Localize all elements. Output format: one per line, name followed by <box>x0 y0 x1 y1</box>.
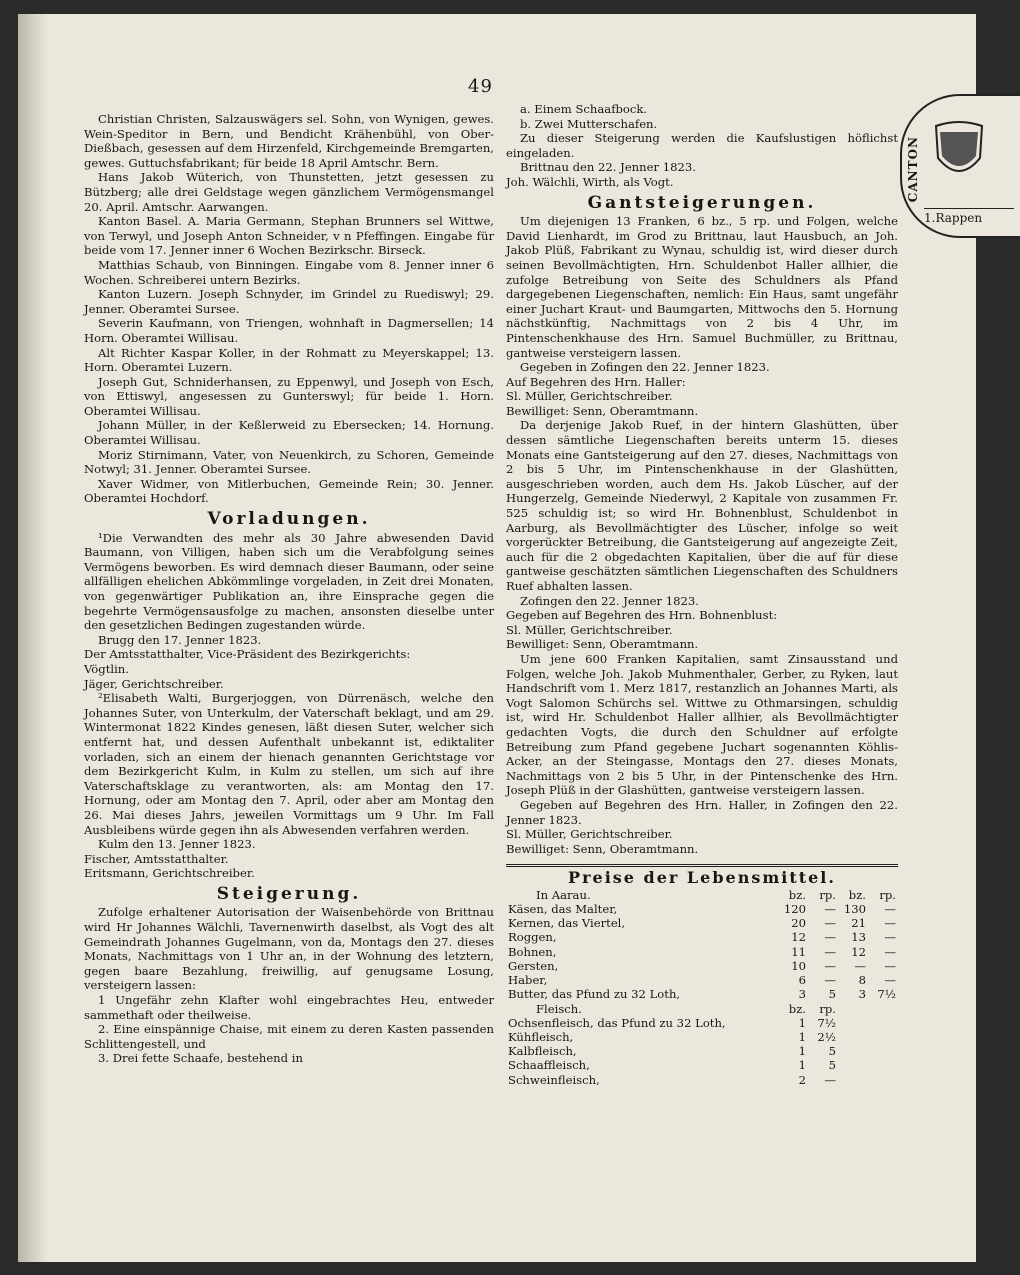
col-head: bz. <box>788 887 806 902</box>
table-row <box>506 973 898 987</box>
foreclosure-date: Zofingen den 22. Jenner 1823. <box>520 593 699 608</box>
price-place: In Aarau. <box>536 887 591 902</box>
price-value: 5 <box>828 987 836 1002</box>
price-value: 8 <box>858 973 866 988</box>
price-value: 20 <box>791 916 806 931</box>
summons-date: Kulm den 13. Jenner 1823. <box>98 837 256 852</box>
auction-item: 3. Drei fette Schaafe, bestehend in <box>98 1051 303 1066</box>
price-item: Käsen, das Malter, <box>508 902 618 917</box>
price-value: — <box>824 930 836 945</box>
price-value: — <box>884 902 896 917</box>
table-row <box>506 902 898 916</box>
prices-heading: Preise der Lebensmittel. <box>568 868 836 888</box>
price-value: — <box>884 944 896 959</box>
meat-heading: Fleisch. <box>536 1001 582 1016</box>
price-value: 1 <box>798 1058 806 1073</box>
price-value: 10 <box>791 958 806 973</box>
notice-entry: Matthias Schaub, von Binningen. Eingabe vom 8. Jenner inner 6 Wochen. Schreiberei untern Bezirks. <box>84 257 494 287</box>
notice-entry: Alt Richter Kaspar Koller, in der Rohmatt zu Meyerskappel; 13. Horn. Oberamtei Luzern. <box>84 345 494 375</box>
price-value: 1 <box>798 1029 806 1044</box>
foreclosure-approval: Bewilliget: Senn, Oberamtmann. <box>506 841 699 856</box>
price-item: Schaaffleisch, <box>508 1058 590 1073</box>
foreclosure-date: Gegeben in Zofingen den 22. Jenner 1823. <box>520 360 770 375</box>
col-head: bz. <box>848 887 866 902</box>
shield-icon <box>932 118 986 184</box>
section-heading-gantsteigerungen: Gantsteigerungen. <box>587 192 817 213</box>
price-value: 120 <box>783 902 806 917</box>
price-value: — <box>854 958 866 973</box>
price-value: 7½ <box>877 987 896 1002</box>
price-value: — <box>884 916 896 931</box>
price-value: 5 <box>828 1044 836 1059</box>
page-binding <box>18 14 48 1262</box>
summons-text: ²Elisabeth Walti, Burgerjoggen, von Dürrenäsch, welche den Johannes Suter, von Unterkulm, der Vaterschaft beklagt, und am 29. Wintermonat 1822 Kindes genesen, läßt diesen Suter, welcher sich entfernt hat, und dessen Aufenthalt unbekannt ist, ediktaliter vorladen, sich an einem der hienach genannten Gerichtstage vor dem Bezirkgericht Kulm, in Kulm zu stellen, um sich auf ihre Vaterschaftsklage zu verantworten, als: am Montag den 17. Hornung, oder am Montag den 7. April, oder aber am Montag den 26. Mai dieses Jahrs, jeweilen Vormittags um 9 Uhr. Im Fall Ausbleibens würde gegen ihn als Abwesenden verfahren werden. <box>84 691 494 837</box>
summons-signature: Vögtlin. <box>84 661 129 676</box>
summons-signature: Eritsmann, Gerichtschreiber. <box>84 866 255 881</box>
price-value: — <box>884 973 896 988</box>
table-row <box>506 1016 898 1030</box>
tax-stamp <box>900 94 1020 238</box>
table-row <box>506 945 898 959</box>
price-item: Ochsenfleisch, das Pfund zu 32 Loth, <box>508 1015 726 1030</box>
notice-entry: Christian Christen, Salzauswägers sel. Sohn, von Wynigen, gewes. Wein-Speditor in Bern, und Bendicht Krähenbühl, von Ober-Dießbach, gesessen auf dem Hirzenfeld, Kirchgemeinde Bremgarten, gewes. Guttuchsfabrikant; für beide 18 April Amtschr. Bern. <box>84 112 494 170</box>
price-value: 13 <box>851 930 866 945</box>
price-value: 7½ <box>817 1015 836 1030</box>
table-row <box>506 1058 898 1072</box>
section-divider <box>506 864 898 867</box>
summons-signature: Fischer, Amtsstatthalter. <box>84 851 229 866</box>
auction-item: b. Zwei Mutterschafen. <box>520 116 658 131</box>
price-value: 3 <box>858 987 866 1002</box>
foreclosure-signature: Gegeben auf Begehren des Hrn. Bohnenblust: <box>506 608 778 623</box>
price-item: Kalbfleisch, <box>508 1044 577 1059</box>
price-value: 1 <box>798 1044 806 1059</box>
price-item: Kühfleisch, <box>508 1029 574 1044</box>
notice-entry: Moriz Stirnimann, Vater, von Neuenkirch, zu Schoren, Gemeinde Notwyl; 31. Jenner. Oberamtei Sursee. <box>84 447 494 477</box>
auction-item: 2. Eine einspännige Chaise, mit einem zu deren Kasten passenden Schlittengestell, und <box>84 1022 494 1051</box>
price-value: 6 <box>798 973 806 988</box>
table-row <box>506 1044 898 1058</box>
foreclosure-text: Da derjenige Jakob Ruef, in der hintern Glashütten, über dessen sämtliche Liegenschaften bereits unterm 15. dieses Monats eine Gantsteigerung auf den 27. dieses, Nachmittags von 2 bis 5 Uhr, im Pintenschenkhause in der Glashütten, ausgeschrieben worden, auch dem Hs. Jakob Lüscher, auf der Hungerzelg, Gemeinde Niederwyl, 2 Kapitale von zusammen Fr. 525 schuldig ist; so wird Hr. Bohnenblust, Schuldenbot in Aarburg, als Bevollmächtigter des Lüscher, infolge so weit vorgerückter Betreibung, die Gantsteigerung auf angezeigte Zeit, auch für die 2 obgedachten Kapitalien, über die auf für diese gantweise geschätzten sämtlichen Liegenschaften des Schuldners Ruef abhalten lassen. <box>506 418 898 593</box>
meat-table-header <box>506 1002 898 1016</box>
foreclosure-approval: Bewilliget: Senn, Oberamtmann. <box>506 403 699 418</box>
left-column <box>84 112 494 1066</box>
auction-item: 1 Ungefähr zehn Klafter wohl eingebrachtes Heu, entweder sammethaft oder theilweise. <box>84 993 494 1022</box>
price-value: — <box>824 973 836 988</box>
foreclosure-date: Gegeben auf Begehren des Hrn. Haller, in Zofingen den 22. Jenner 1823. <box>506 797 898 827</box>
stamp-price: 1.Rappen <box>924 208 1014 225</box>
table-row <box>506 959 898 973</box>
price-item: Butter, das Pfund zu 32 Loth, <box>508 987 681 1002</box>
right-column <box>506 102 898 1087</box>
foreclosure-signature: Sl. Müller, Gerichtschreiber. <box>506 389 673 404</box>
auction-text: Zu dieser Steigerung werden die Kaufslustigen höflichst eingeladen. <box>506 131 898 160</box>
price-value: 5 <box>828 1058 836 1073</box>
price-item: Haber, <box>508 973 548 988</box>
price-table <box>506 888 898 1087</box>
foreclosure-signature: Auf Begehren des Hrn. Haller: <box>506 374 686 389</box>
foreclosure-signature: Sl. Müller, Gerichtschreiber. <box>506 622 673 637</box>
table-row <box>506 1030 898 1044</box>
table-row <box>506 916 898 930</box>
col-head: bz. <box>788 1001 806 1016</box>
col-head: rp. <box>819 887 836 902</box>
col-head: rp. <box>819 1001 836 1016</box>
auction-signature: Joh. Wälchli, Wirth, als Vogt. <box>506 174 674 189</box>
price-value: 2 <box>798 1072 806 1087</box>
price-value: 21 <box>851 916 866 931</box>
price-item: Kernen, das Viertel, <box>508 916 626 931</box>
section-heading-steigerung: Steigerung. <box>216 883 362 904</box>
foreclosure-text: Um jene 600 Franken Kapitalien, samt Zinsausstand und Folgen, welche Joh. Jakob Muhmenthaler, Gerber, zu Ryken, laut Handschrift vom 1. Merz 1817, restanzlich an Johannes Marti, als Vogt Salomon Schürchs sel. Wittwe zu Othmarsingen, schuldig ist, wird Hr. Schuldenbot Haller allhier, als Bevollmächtigter gedachten Vogts, die durch den Schuldner auf erfolgte Betreibung zum Pfand gegebene Juchart sogenannten Köhlis-Acker, an der Steingasse, Montags den 27. dieses Monats, Nachmittags von 2 bis 5 Uhr, in der Pintenschenke des Hrn. Joseph Plüß in der Glashütten, gantweise versteigern lassen. <box>506 651 898 798</box>
price-item: Gersten, <box>508 958 559 973</box>
price-value: — <box>824 916 836 931</box>
newspaper-page <box>18 14 983 1262</box>
summons-date: Brugg den 17. Jenner 1823. <box>98 632 262 647</box>
foreclosure-signature: Sl. Müller, Gerichtschreiber. <box>506 827 673 842</box>
notice-entry: Xaver Widmer, von Mitlerbuchen, Gemeinde Rein; 30. Jenner. Oberamtei Hochdorf. <box>84 476 494 506</box>
table-row <box>506 930 898 944</box>
price-value: 1 <box>798 1015 806 1030</box>
summons-signature: Jäger, Gerichtschreiber. <box>84 676 224 691</box>
notice-entry: Hans Jakob Wüterich, von Thunstetten, jetzt gesessen zu Bützberg; alle drei Geldstage wegen gänzlichem Vermögensmangel 20. April. Amtschr. Aarwangen. <box>84 170 494 214</box>
summons-text: ¹Die Verwandten des mehr als 30 Jahre abwesenden David Baumann, von Villigen, haben sich um die Verabfolgung seines Vermögens beworben. Es wird demnach dieser Baumann, oder seine allfälligen ehelichen Abkömmlinge vorgeladen, in Zeit drei Monaten, von gegenwärtiger Publikation an, ihre Einsprache gegen die begehrte Vermögensausfolge zu machen, ansonsten dieselbe unter den gesetzlichen Bedingen zugestanden würde. <box>84 530 494 633</box>
notice-entry: Kanton Luzern. Joseph Schnyder, im Grindel zu Ruediswyl; 29. Jenner. Oberamtei Sursee. <box>84 287 494 316</box>
auction-date: Brittnau den 22. Jenner 1823. <box>520 160 696 175</box>
price-value: 12 <box>791 930 806 945</box>
price-value: — <box>884 930 896 945</box>
price-value: — <box>824 944 836 959</box>
stamp-word: CANTON <box>906 136 920 203</box>
price-value: — <box>824 1072 836 1087</box>
price-value: 2½ <box>817 1029 836 1044</box>
notice-entry: Severin Kaufmann, von Triengen, wohnhaft in Dagmersellen; 14 Horn. Oberamtei Willisau. <box>84 316 494 345</box>
price-item: Bohnen, <box>508 944 557 959</box>
col-head: rp. <box>879 887 896 902</box>
foreclosure-approval: Bewilliget: Senn, Oberamtmann. <box>506 637 699 652</box>
price-value: 12 <box>851 944 866 959</box>
section-heading-vorladungen: Vorladungen. <box>207 509 371 530</box>
foreclosure-text: Um diejenigen 13 Franken, 6 bz., 5 rp. und Folgen, welche David Lienhardt, im Grod zu Brittnau, laut Hausbuch, an Joh. Jakob Plüß, Fabrikant zu Wynau, schuldig ist, wird dieser durch seinen Bevollmächtigten, Hrn. Schuldenbot Haller allhier, die zufolge Betreibung von Seite des Schuldners als Pfand dargegebenen Liegenschaften, nemlich: Ein Haus, samt ungefähr einer Juchart Kraut- und Baumgarten, Mittwochs den 5. Hornung nächstkünftig, Nachmittags von 2 bis 4 Uhr, im Pintenschenkhause des Hrn. Samuel Buchmüller, zu Brittnau, gantweise versteigern lassen. <box>506 214 898 360</box>
auction-item: a. Einem Schaafbock. <box>520 102 648 116</box>
notice-entry: Johann Müller, in der Keßlerweid zu Ebersecken; 14. Hornung. Oberamtei Willisau. <box>84 418 494 448</box>
price-item: Schweinfleisch, <box>508 1072 600 1087</box>
auction-text: Zufolge erhaltener Autorisation der Waisenbehörde von Brittnau wird Hr Johannes Wälchli, Tavernenwirth daselbst, als Vogt des alt Gemeindrath Johannes Gugelmann, von da, Montags den 27. dieses Monats, Nachmittags von 1 Uhr an, in der Wohnung des letztern, gegen baare Bezahlung, freiwillig, auf genugsame Losung, versteigern lassen: <box>84 905 494 993</box>
notice-entry: Joseph Gut, Schniderhansen, zu Eppenwyl, und Joseph von Esch, von Ettiswyl, angesessen zu Gunterswyl; für beide 1. Horn. Oberamtei Willisau. <box>84 374 494 418</box>
table-row <box>506 987 898 1001</box>
price-value: — <box>824 958 836 973</box>
price-item: Roggen, <box>508 930 557 945</box>
price-value: 11 <box>791 944 806 959</box>
table-row <box>506 1073 898 1087</box>
price-value: — <box>884 958 896 973</box>
summons-signature: Der Amtsstatthalter, Vice-Präsident des Bezirkgerichts: <box>84 647 411 662</box>
price-value: — <box>824 902 836 917</box>
price-table-header <box>506 888 898 902</box>
price-value: 130 <box>843 902 866 917</box>
page-number: 49 <box>468 76 493 97</box>
notice-entry: Kanton Basel. A. Maria Germann, Stephan Brunners sel Wittwe, von Terwyl, und Joseph Anton Schneider, v n Pfeffingen. Eingabe für beide vom 17. Jenner inner 6 Wochen Bezirkschr. Birseck. <box>84 214 494 258</box>
price-value: 3 <box>798 987 806 1002</box>
